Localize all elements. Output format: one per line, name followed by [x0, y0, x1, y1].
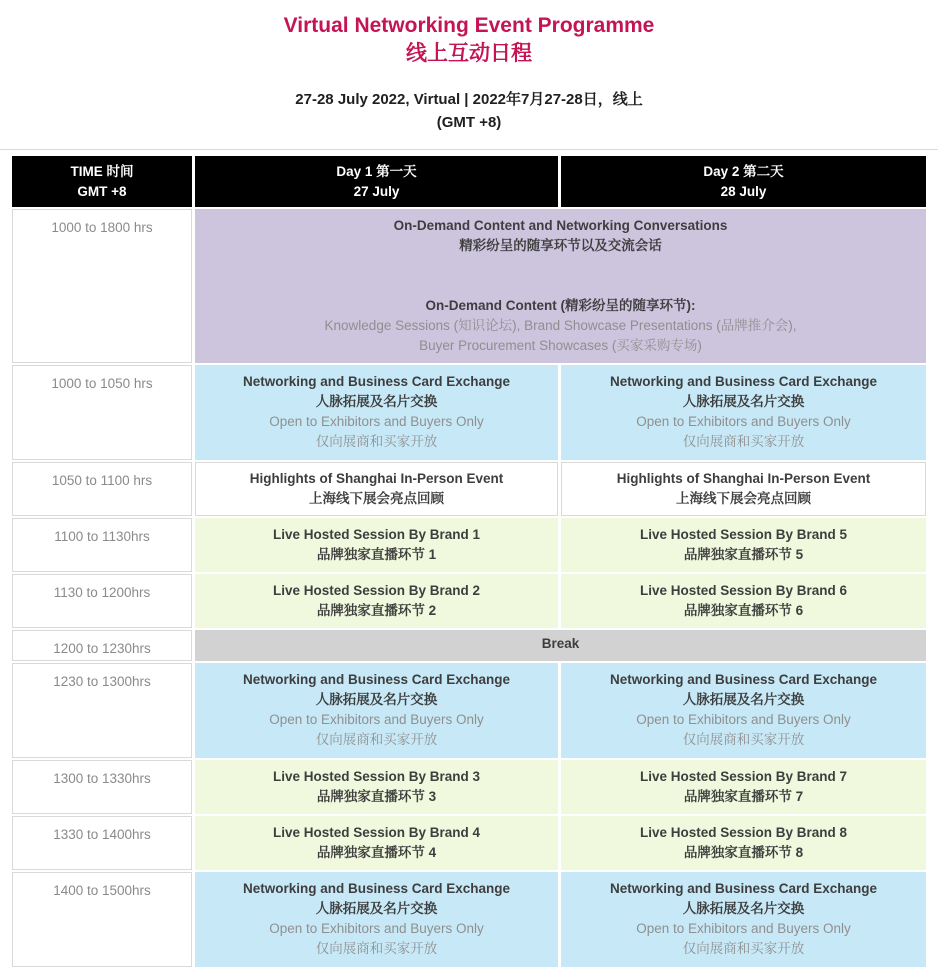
table-body	[12, 209, 926, 967]
session-line: 仅向展商和买家开放	[315, 434, 438, 449]
session-line: Buyer Procurement Showcases (买家采购专场)	[419, 338, 702, 353]
session-cell	[561, 518, 926, 572]
time-cell: 1300 to 1330hrs	[12, 760, 192, 814]
session-cell	[195, 365, 558, 460]
session-line: Knowledge Sessions (知识论坛), Brand Showcase Presentations (品牌推介会),	[324, 318, 797, 333]
col-header-day1-line2: 27 July	[353, 183, 400, 199]
spacer	[206, 276, 915, 296]
session-cell	[195, 209, 926, 363]
session-line: 人脉拓展及名片交换	[682, 901, 805, 916]
table-row	[12, 574, 926, 628]
col-header-time-line1: TIME 时间	[70, 163, 134, 179]
session-line: Networking and Business Card Exchange	[609, 672, 878, 687]
page-title-en: Virtual Networking Event Programme	[283, 14, 655, 37]
session-line: 品牌独家直播环节 1	[316, 547, 437, 562]
table-row	[12, 365, 926, 460]
session-line: Live Hosted Session By Brand 6	[639, 583, 848, 598]
session-line: 品牌独家直播环节 6	[683, 603, 804, 618]
session-line: 精彩纷呈的随享环节以及交流会话	[459, 238, 662, 253]
session-line: Networking and Business Card Exchange	[242, 374, 511, 389]
session-line: 人脉拓展及名片交换	[682, 394, 805, 409]
time-cell: 1230 to 1300hrs	[12, 663, 192, 758]
session-line: 品牌独家直播环节 7	[683, 789, 804, 804]
time-cell: 1000 to 1050 hrs	[12, 365, 192, 460]
session-cell	[195, 462, 558, 516]
session-line: 人脉拓展及名片交换	[315, 901, 438, 916]
session-line: Highlights of Shanghai In-Person Event	[249, 471, 504, 486]
session-line: Live Hosted Session By Brand 2	[272, 583, 481, 598]
session-line: Networking and Business Card Exchange	[242, 881, 511, 896]
session-line: 上海线下展会亮点回顾	[676, 491, 811, 506]
page-header	[0, 0, 938, 134]
col-header-day2-line1: Day 2 第二天	[703, 163, 784, 179]
table-row	[12, 518, 926, 572]
session-line: 品牌独家直播环节 8	[683, 845, 804, 860]
session-cell	[561, 462, 926, 516]
session-cell	[195, 760, 558, 814]
col-header-time	[12, 156, 192, 207]
session-line: Live Hosted Session By Brand 7	[639, 769, 848, 784]
session-line: Highlights of Shanghai In-Person Event	[616, 471, 871, 486]
session-line: Open to Exhibitors and Buyers Only	[636, 414, 851, 429]
divider	[0, 149, 938, 150]
col-header-day1	[195, 156, 558, 207]
time-cell: 1000 to 1800 hrs	[12, 209, 192, 363]
table-head	[12, 156, 926, 207]
session-line: Networking and Business Card Exchange	[609, 881, 878, 896]
time-cell: 1100 to 1130hrs	[12, 518, 192, 572]
session-line: Live Hosted Session By Brand 3	[272, 769, 481, 784]
event-timezone: (GMT +8)	[436, 114, 502, 131]
session-cell	[195, 872, 558, 967]
session-line: On-Demand Content and Networking Conversations	[393, 218, 728, 233]
table-row	[12, 872, 926, 967]
col-header-day1-line1: Day 1 第一天	[336, 163, 417, 179]
table-row	[12, 663, 926, 758]
session-line: Live Hosted Session By Brand 4	[272, 825, 481, 840]
session-line: 品牌独家直播环节 2	[316, 603, 437, 618]
table-row	[12, 209, 926, 363]
session-line: Open to Exhibitors and Buyers Only	[636, 712, 851, 727]
time-cell: 1330 to 1400hrs	[12, 816, 192, 870]
session-line: 仅向展商和买家开放	[682, 941, 805, 956]
session-line: Live Hosted Session By Brand 5	[639, 527, 848, 542]
header-row	[12, 156, 926, 207]
session-cell	[561, 663, 926, 758]
event-date-block	[0, 88, 938, 134]
time-cell: 1050 to 1100 hrs	[12, 462, 192, 516]
session-line: Open to Exhibitors and Buyers Only	[269, 712, 484, 727]
session-line: 品牌独家直播环节 5	[683, 547, 804, 562]
session-cell	[561, 574, 926, 628]
table-row	[12, 462, 926, 516]
session-line: 人脉拓展及名片交换	[682, 692, 805, 707]
session-line: 上海线下展会亮点回顾	[309, 491, 444, 506]
col-header-day2	[561, 156, 926, 207]
time-cell: 1400 to 1500hrs	[12, 872, 192, 967]
spacer	[206, 256, 915, 276]
programme-table	[9, 154, 929, 969]
session-cell	[195, 663, 558, 758]
session-line: Open to Exhibitors and Buyers Only	[269, 414, 484, 429]
session-line: Networking and Business Card Exchange	[609, 374, 878, 389]
col-header-day2-line2: 28 July	[720, 183, 767, 199]
session-cell	[195, 574, 558, 628]
session-line: 人脉拓展及名片交换	[315, 394, 438, 409]
session-line: 仅向展商和买家开放	[682, 434, 805, 449]
session-cell	[195, 630, 926, 661]
session-cell	[561, 365, 926, 460]
session-line: Live Hosted Session By Brand 8	[639, 825, 848, 840]
session-line: 人脉拓展及名片交换	[315, 692, 438, 707]
session-line: 仅向展商和买家开放	[682, 732, 805, 747]
session-cell	[561, 816, 926, 870]
time-cell: 1200 to 1230hrs	[12, 630, 192, 661]
session-cell	[195, 518, 558, 572]
session-line: 仅向展商和买家开放	[315, 732, 438, 747]
time-cell: 1130 to 1200hrs	[12, 574, 192, 628]
session-line: 仅向展商和买家开放	[315, 941, 438, 956]
table-row	[12, 760, 926, 814]
session-line: 品牌独家直播环节 3	[316, 789, 437, 804]
session-line: Open to Exhibitors and Buyers Only	[269, 921, 484, 936]
event-date-line: 27-28 July 2022, Virtual | 2022年7月27-28日，线上	[295, 91, 643, 108]
session-cell	[561, 760, 926, 814]
session-cell	[561, 872, 926, 967]
col-header-time-line2: GMT +8	[77, 183, 127, 199]
session-line: Break	[541, 636, 580, 651]
page-title-zh: 线上互动日程	[406, 42, 532, 65]
table-row	[12, 816, 926, 870]
session-cell	[195, 816, 558, 870]
session-line: Open to Exhibitors and Buyers Only	[636, 921, 851, 936]
session-line: On-Demand Content (精彩纷呈的随享环节):	[425, 298, 696, 313]
session-line: Live Hosted Session By Brand 1	[272, 527, 481, 542]
session-line: Networking and Business Card Exchange	[242, 672, 511, 687]
session-line: 品牌独家直播环节 4	[316, 845, 437, 860]
table-row	[12, 630, 926, 661]
